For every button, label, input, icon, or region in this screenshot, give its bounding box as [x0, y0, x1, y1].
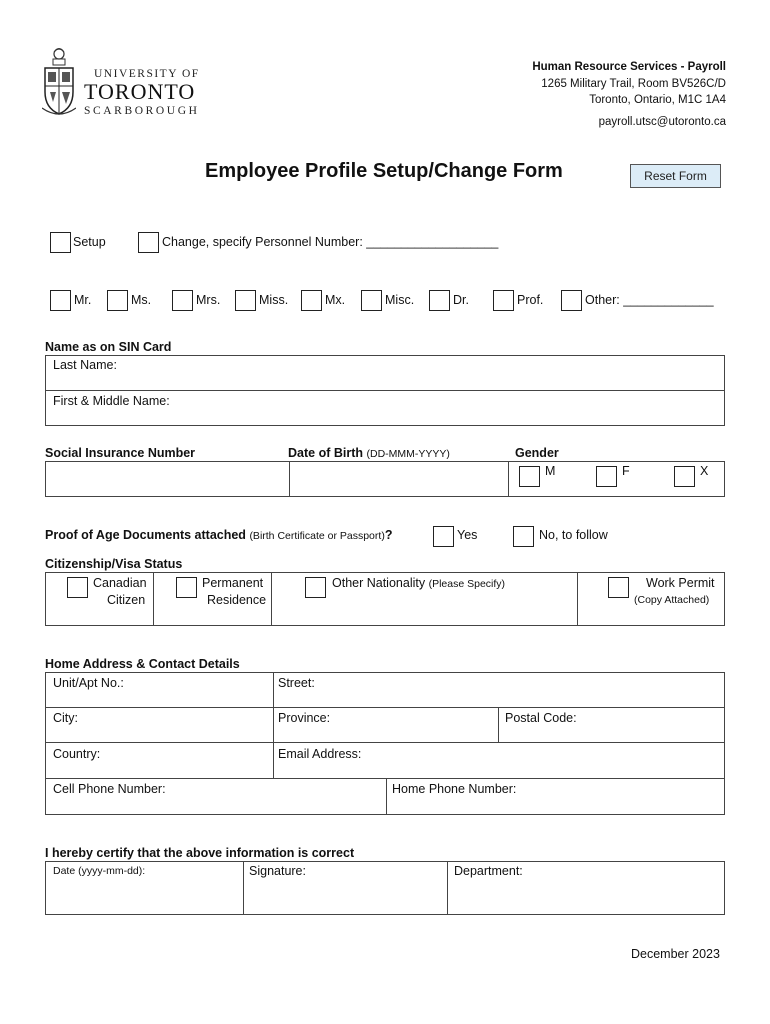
- gender-label: Gender: [515, 446, 559, 460]
- permanent-residence-checkbox[interactable]: [176, 577, 197, 598]
- last-name-label: Last Name:: [53, 358, 117, 372]
- home-phone-field[interactable]: [520, 785, 720, 809]
- crest-icon: [42, 46, 76, 118]
- certify-date-label: Date (yyyy-mm-dd):: [53, 865, 146, 877]
- salutation-label: Mr.: [74, 293, 92, 307]
- first-middle-name-label: First & Middle Name:: [53, 394, 170, 408]
- unit-label: Unit/Apt No.:: [53, 676, 124, 690]
- setup-label: Setup: [73, 235, 106, 249]
- email-field[interactable]: [367, 749, 720, 773]
- salutation-checkbox-mr[interactable]: [50, 290, 71, 311]
- salutation-checkbox-dr[interactable]: [429, 290, 450, 311]
- divider: [508, 461, 509, 497]
- last-name-field[interactable]: [125, 360, 720, 386]
- divider: [45, 778, 725, 779]
- other-nationality-field[interactable]: [332, 596, 572, 618]
- permanent-label: Permanent: [202, 576, 264, 590]
- logo-line3: SCARBOROUGH: [84, 105, 200, 117]
- street-label: Street:: [278, 676, 315, 690]
- salutation-checkbox-ms[interactable]: [107, 290, 128, 311]
- name-section-heading: Name as on SIN Card: [45, 340, 172, 354]
- address-heading: Home Address & Contact Details: [45, 657, 240, 671]
- proof-label: Proof of Age Documents attached: [45, 528, 246, 542]
- postal-code-label: Postal Code:: [505, 711, 577, 725]
- reset-form-button[interactable]: Reset Form: [630, 164, 721, 188]
- salutation-label: Miss.: [259, 293, 289, 307]
- signature-label: Signature:: [249, 864, 306, 878]
- header-email: payroll.utsc@utoronto.ca: [598, 116, 726, 128]
- page-title: Employee Profile Setup/Change Form: [205, 160, 563, 182]
- unit-field[interactable]: [134, 679, 268, 703]
- dob-format: (DD-MMM-YYYY): [366, 448, 450, 460]
- sin-label: Social Insurance Number: [45, 446, 196, 460]
- proof-label-group: [45, 528, 392, 542]
- country-label: Country:: [53, 747, 101, 761]
- proof-question-mark: ?: [384, 528, 393, 542]
- certify-heading: I hereby certify that the above information is correct: [45, 846, 355, 860]
- cell-phone-label: Cell Phone Number:: [53, 782, 166, 796]
- department-field[interactable]: [454, 882, 720, 908]
- salutation-label: Misc.: [385, 293, 415, 307]
- divider: [45, 742, 725, 743]
- province-field[interactable]: [337, 714, 494, 738]
- salutation-checkbox-mrs[interactable]: [172, 290, 193, 311]
- cell-phone-field[interactable]: [168, 785, 381, 809]
- salutation-label: Mx.: [325, 293, 346, 307]
- salutation-label: Ms.: [131, 293, 152, 307]
- divider: [45, 390, 725, 391]
- salutation-checkbox-misc[interactable]: [361, 290, 382, 311]
- divider: [243, 861, 244, 915]
- other-nationality-checkbox[interactable]: [305, 577, 326, 598]
- salutation-checkbox-mx[interactable]: [301, 290, 322, 311]
- sin-field[interactable]: [50, 466, 285, 492]
- proof-no-label: No, to follow: [539, 528, 608, 542]
- proof-hint: (Birth Certificate or Passport): [249, 530, 385, 542]
- city-label: City:: [53, 711, 78, 725]
- country-field[interactable]: [108, 749, 268, 773]
- certify-date-field[interactable]: [50, 882, 238, 908]
- gender-checkbox-m[interactable]: [519, 466, 540, 487]
- setup-checkbox[interactable]: [50, 232, 71, 253]
- divider: [273, 672, 274, 778]
- divider: [45, 707, 725, 708]
- header-address2: Toronto, Ontario, M1C 1A4: [589, 94, 726, 106]
- citizen-label: Citizen: [107, 593, 146, 607]
- change-label: Change, specify Personnel Number: ___________________: [162, 235, 499, 249]
- salutation-checkbox-prof[interactable]: [493, 290, 514, 311]
- province-label: Province:: [278, 711, 331, 725]
- canadian-citizen-checkbox[interactable]: [67, 577, 88, 598]
- salutation-checkbox-miss[interactable]: [235, 290, 256, 311]
- gender-option-label: X: [700, 464, 709, 478]
- city-field[interactable]: [84, 714, 268, 738]
- footer-date: December 2023: [631, 947, 720, 961]
- logo-line2: TORONTO: [84, 79, 196, 104]
- gender-option-label: F: [622, 464, 630, 478]
- proof-yes-checkbox[interactable]: [433, 526, 454, 547]
- divider: [447, 861, 448, 915]
- header-address1: 1265 Military Trail, Room BV526C/D: [541, 78, 726, 90]
- salutation-checkbox-other[interactable]: [561, 290, 582, 311]
- other-nationality-label-group: [332, 576, 505, 590]
- proof-yes-label: Yes: [457, 528, 478, 542]
- university-logo: [42, 46, 202, 120]
- gender-option-label: M: [545, 464, 556, 478]
- divider: [289, 461, 290, 497]
- divider: [271, 572, 272, 626]
- first-middle-name-field[interactable]: [178, 395, 720, 421]
- citizenship-heading: Citizenship/Visa Status: [45, 557, 183, 571]
- gender-checkbox-f[interactable]: [596, 466, 617, 487]
- change-checkbox[interactable]: [138, 232, 159, 253]
- divider: [153, 572, 154, 626]
- department-label: Department:: [454, 864, 523, 878]
- proof-no-checkbox[interactable]: [513, 526, 534, 547]
- signature-field[interactable]: [249, 882, 442, 908]
- canadian-label: Canadian: [93, 576, 147, 590]
- street-field[interactable]: [322, 679, 720, 703]
- gender-checkbox-x[interactable]: [674, 466, 695, 487]
- postal-code-field[interactable]: [581, 714, 720, 738]
- dob-label: Date of Birth: [288, 446, 363, 460]
- divider: [577, 572, 578, 626]
- dob-field[interactable]: [294, 466, 504, 492]
- salutation-label: Dr.: [453, 293, 469, 307]
- divider: [498, 707, 499, 742]
- divider: [386, 778, 387, 815]
- work-permit-checkbox[interactable]: [608, 577, 629, 598]
- work-permit-label: Work Permit: [646, 576, 715, 590]
- other-nationality-hint: (Please Specify): [428, 578, 506, 590]
- salutation-label: Mrs.: [196, 293, 221, 307]
- salutation-label: Prof.: [517, 293, 544, 307]
- other-nationality-label: Other Nationality: [332, 576, 426, 590]
- residence-label: Residence: [207, 593, 267, 607]
- home-phone-label: Home Phone Number:: [392, 782, 517, 796]
- logo-line1: UNIVERSITY OF: [94, 68, 200, 80]
- header-dept: Human Resource Services - Payroll: [532, 61, 726, 73]
- salutation-label: Other: _____________: [585, 293, 714, 307]
- email-label: Email Address:: [278, 747, 362, 761]
- dob-label-group: [288, 446, 450, 460]
- work-permit-hint: (Copy Attached): [634, 594, 710, 606]
